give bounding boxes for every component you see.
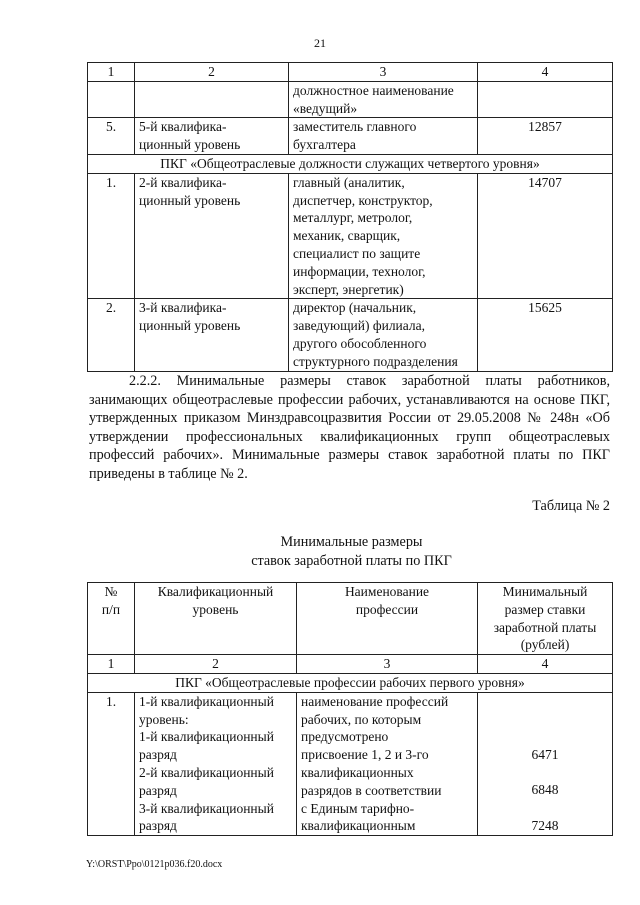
qualification-level: 3-й квалифика- ционный уровень — [135, 299, 289, 371]
table-row — [88, 173, 613, 299]
salary-amount: 12857 — [478, 118, 613, 155]
qualification-level: 5-й квалифика- ционный уровень — [135, 118, 289, 155]
header-cell: 3 — [289, 63, 478, 82]
qualification-levels: 1-й квалификационный уровень: 1-й квалификационный разряд 2-й квалификационный разряд 3-й квалификационный разряд — [135, 692, 297, 835]
index-cell: 4 — [478, 655, 613, 674]
salary-amount: 14707 — [478, 173, 613, 299]
group-title-row — [88, 673, 613, 692]
table-index-row — [88, 655, 613, 674]
position-names: должностное наименование «ведущий» — [289, 81, 478, 118]
row-number: 1. — [88, 173, 135, 299]
table-row — [88, 118, 613, 155]
salary-table-continued — [87, 62, 613, 372]
position-names: главный (аналитик, диспетчер, конструктор, металлург, метролог, механик, сварщик, специалист по защите информации, технолог, эксперт, энергетик) — [289, 173, 478, 299]
worker-salary-table — [87, 582, 613, 836]
table-row — [88, 81, 613, 118]
salary-amount — [478, 81, 613, 118]
table-header-row — [88, 583, 613, 655]
header-cell: 4 — [478, 63, 613, 82]
row-number: 2. — [88, 299, 135, 371]
salary-amounts — [478, 692, 613, 835]
body-paragraph: 2.2.2. Минимальные размеры ставок заработной платы работников, занимающих общеотраслевые профессии рабочих, устанавливаются на основе ПКГ, утвержденных приказом Минздравсоцразвития России от 29.05.2008 № 248н «Об утверждении профессиональных квалификационных групп общеотраслевых профессий рабочих». Минимальные размеры ставок заработной платы по ПКГ приведены в таблице № 2. — [89, 373, 610, 482]
table-header-row — [88, 63, 613, 82]
group-title: ПКГ «Общеотраслевые профессии рабочих первого уровня» — [88, 673, 613, 692]
header-cell: Наименование профессии — [297, 583, 478, 655]
table-caption — [0, 533, 640, 570]
qualification-level: 2-й квалифика- ционный уровень — [135, 173, 289, 299]
header-cell: № п/п — [88, 583, 135, 655]
header-cell: 2 — [135, 63, 289, 82]
group-title-row — [88, 154, 613, 173]
caption-line: ставок заработной платы по ПКГ — [251, 552, 452, 569]
salary-amount: 6471 — [531, 746, 559, 762]
position-names: директор (начальник, заведующий) филиала, другого обособленного структурного подразделения — [289, 299, 478, 371]
header-cell: Минимальный размер ставки заработной платы (рублей) — [478, 583, 613, 655]
index-cell: 3 — [297, 655, 478, 674]
row-number: 1. — [88, 692, 135, 835]
salary-amount: 7248 — [531, 817, 559, 833]
caption-line: Минимальные размеры — [280, 534, 423, 550]
position-names: заместитель главного бухгалтера — [289, 118, 478, 155]
row-number — [88, 81, 135, 118]
table-row — [88, 692, 613, 835]
salary-amount: 6848 — [531, 781, 559, 797]
group-title: ПКГ «Общеотраслевые должности служащих четвертого уровня» — [88, 154, 613, 173]
qualification-level — [135, 81, 289, 118]
table-label: Таблица № 2 — [532, 498, 610, 514]
file-path-footer: Y:\ORST\Ppo\0121p036.f20.docx — [86, 859, 223, 870]
index-cell: 1 — [88, 655, 135, 674]
index-cell: 2 — [135, 655, 297, 674]
header-cell: Квалификационный уровень — [135, 583, 297, 655]
salary-amount: 15625 — [478, 299, 613, 371]
page-number: 21 — [314, 36, 326, 50]
row-number: 5. — [88, 118, 135, 155]
profession-description: наименование профессий рабочих, по которым предусмотрено присвоение 1, 2 и 3-го квалификационных разрядов в соответствии с Единым тарифно- квалификационным — [297, 692, 478, 835]
header-cell: 1 — [88, 63, 135, 82]
table-row — [88, 299, 613, 371]
